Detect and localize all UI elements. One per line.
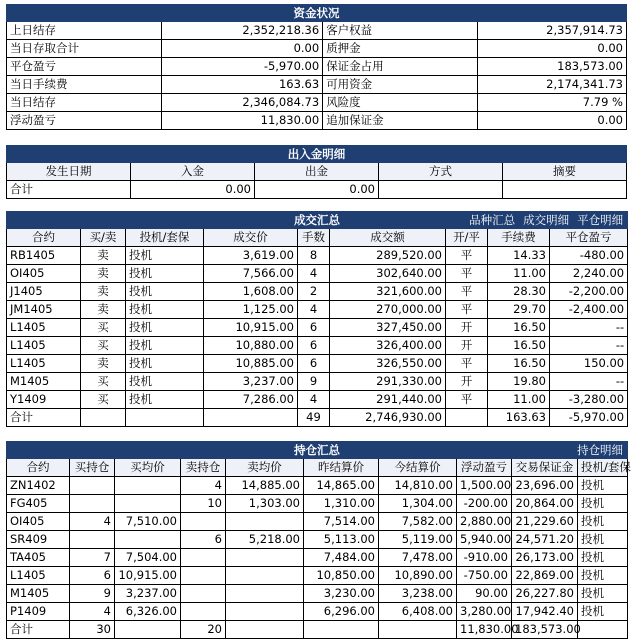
position-cell: -750.00 [457,567,512,585]
trades-column-header: 手续费 [488,229,550,247]
link-variety-summary[interactable]: 品种汇总 [469,213,516,227]
funds-section [6,4,627,130]
position-cell: 23,696.00 [512,477,578,495]
trade-row [7,283,628,301]
positions-total-cell [578,621,628,639]
trade-cell: 买 [81,319,126,337]
funds-value: 2,357,914.73 [478,22,627,40]
trade-cell: JM1405 [7,301,81,319]
trade-cell: -- [550,337,628,355]
trade-cell: 7,566.00 [204,265,298,283]
position-cell: 1,310.00 [304,495,379,513]
trades-total-cell [446,409,488,427]
trade-cell: -480.00 [550,247,628,265]
trades-column-header: 投机/套保 [126,229,204,247]
trade-cell: 19.80 [488,373,550,391]
positions-column-header: 合约 [7,459,70,477]
position-cell [181,513,226,531]
trade-cell: 29.70 [488,301,550,319]
position-cell: 6 [70,567,115,585]
position-cell [70,477,115,495]
io-total-summary [503,181,627,199]
position-cell: 3,238.00 [379,585,457,603]
position-cell: 3,280.00 [457,603,512,621]
trades-total-cell [81,409,126,427]
trade-cell: 2 [298,283,330,301]
trade-cell: 9 [298,373,330,391]
trade-cell: 开 [446,373,488,391]
trade-cell: 289,520.00 [330,247,446,265]
position-cell: 3,230.00 [304,585,379,603]
trade-cell: 10,885.00 [204,355,298,373]
funds-value: 2,346,084.73 [162,94,323,112]
position-cell: ZN1402 [7,477,70,495]
funds-row [7,40,627,58]
trade-cell: 开 [446,319,488,337]
position-cell: 投机 [578,477,628,495]
position-cell [226,585,304,603]
positions-links [569,442,623,458]
position-cell: 投机 [578,603,628,621]
position-row [7,585,628,603]
position-cell [226,513,304,531]
funds-value: 183,573.00 [478,58,627,76]
position-cell [181,567,226,585]
trade-cell: 投机 [126,265,204,283]
position-cell: 7,510.00 [115,513,181,531]
positions-total-cell: 30 [70,621,115,639]
io-header-out: 出金 [255,163,379,181]
position-cell: FG405 [7,495,70,513]
trades-column-header: 成交价 [204,229,298,247]
link-trade-detail[interactable]: 成交明细 [523,213,570,227]
positions-title-bar [7,442,628,459]
position-cell: P1409 [7,603,70,621]
link-close-detail[interactable]: 平仓明细 [577,213,624,227]
position-cell: 投机 [578,549,628,567]
position-row [7,567,628,585]
position-cell: 4 [70,513,115,531]
funds-label: 浮动盈亏 [7,112,162,130]
trade-row [7,391,628,409]
io-total-in: 0.00 [131,181,255,199]
funds-label: 可用资金 [323,76,478,94]
trade-cell: 平 [446,247,488,265]
trade-row [7,265,628,283]
position-cell: 5,119.00 [379,531,457,549]
trade-cell: 6 [298,355,330,373]
position-row [7,531,628,549]
position-cell: -910.00 [457,549,512,567]
trade-cell: 291,440.00 [330,391,446,409]
position-cell: 10 [181,495,226,513]
trades-total-row [7,409,628,427]
funds-title: 资金状况 [7,5,627,22]
funds-label: 上日结存 [7,22,162,40]
trade-cell: 卖 [81,283,126,301]
positions-total-cell [115,621,181,639]
trade-cell: 321,600.00 [330,283,446,301]
position-cell [115,495,181,513]
funds-label: 当日结存 [7,94,162,112]
trade-cell: M1405 [7,373,81,391]
io-total-out: 0.00 [255,181,379,199]
position-cell: 26,227.80 [512,585,578,603]
trades-column-header: 合约 [7,229,81,247]
trade-cell: 买 [81,391,126,409]
position-cell [70,495,115,513]
position-cell: OI405 [7,513,70,531]
position-cell: M1405 [7,585,70,603]
trade-cell: Y1409 [7,391,81,409]
trade-cell: 10,880.00 [204,337,298,355]
position-cell: 6,296.00 [304,603,379,621]
position-cell: 5,218.00 [226,531,304,549]
trade-cell: 3,619.00 [204,247,298,265]
trade-cell: L1405 [7,319,81,337]
trade-cell: 投机 [126,247,204,265]
trade-cell: 卖 [81,265,126,283]
trade-cell: 1,125.00 [204,301,298,319]
funds-value: 0.00 [162,40,323,58]
position-cell: 90.00 [457,585,512,603]
trade-cell: 7,286.00 [204,391,298,409]
position-cell: 投机 [578,531,628,549]
position-row [7,603,628,621]
positions-column-header: 昨结算价 [304,459,379,477]
trade-cell: 6 [298,337,330,355]
funds-label: 平仓盈亏 [7,58,162,76]
trade-cell: 8 [298,247,330,265]
trade-cell: 平 [446,355,488,373]
trades-title: 成交汇总 [294,213,341,227]
trade-cell: 投机 [126,391,204,409]
position-cell [226,603,304,621]
position-cell: L1405 [7,567,70,585]
trade-cell: 326,550.00 [330,355,446,373]
trade-cell: -3,280.00 [550,391,628,409]
trade-row [7,319,628,337]
trade-cell: 302,640.00 [330,265,446,283]
positions-column-header: 浮动盈亏 [457,459,512,477]
positions-column-header: 今结算价 [379,459,457,477]
trade-cell: 2,240.00 [550,265,628,283]
trades-section [6,211,627,427]
position-cell: 5,113.00 [304,531,379,549]
trade-cell: 16.50 [488,355,550,373]
position-cell: 投机 [578,585,628,603]
position-cell: 7,478.00 [379,549,457,567]
funds-value: 0.00 [478,112,627,130]
trade-cell: 10,915.00 [204,319,298,337]
trade-cell: 平 [446,391,488,409]
positions-column-header: 交易保证金 [512,459,578,477]
position-cell: 投机 [578,513,628,531]
trade-cell: 卖 [81,355,126,373]
trade-cell: 291,330.00 [330,373,446,391]
trade-cell: 投机 [126,355,204,373]
position-cell: 14,865.00 [304,477,379,495]
position-cell: -200.00 [457,495,512,513]
position-cell: 1,304.00 [379,495,457,513]
trade-cell: L1405 [7,355,81,373]
position-cell: 6,408.00 [379,603,457,621]
io-section [6,145,627,199]
trade-cell: 投机 [126,319,204,337]
trade-cell: 平 [446,301,488,319]
positions-total-cell: 20 [181,621,226,639]
position-cell: 5,940.00 [457,531,512,549]
position-cell: 21,229.60 [512,513,578,531]
trade-cell: 卖 [81,247,126,265]
trade-cell: 270,000.00 [330,301,446,319]
trade-cell: 6 [298,319,330,337]
positions-column-header: 买均价 [115,459,181,477]
trades-total-cell: 合计 [7,409,81,427]
trades-links [461,212,623,228]
positions-title: 持仓汇总 [294,443,341,457]
trades-total-cell [126,409,204,427]
trades-total-cell [204,409,298,427]
trade-cell: 平 [446,265,488,283]
funds-label: 质押金 [323,40,478,58]
position-cell [70,531,115,549]
funds-value: 0.00 [478,40,627,58]
trade-cell: 326,400.00 [330,337,446,355]
position-cell: 24,571.20 [512,531,578,549]
trade-cell: 4 [298,391,330,409]
positions-total-row [7,621,628,639]
trade-cell: 投机 [126,337,204,355]
positions-column-header: 卖均价 [226,459,304,477]
io-total-method [379,181,503,199]
funds-value: 2,352,218.36 [162,22,323,40]
funds-row [7,112,627,130]
funds-label: 保证金占用 [323,58,478,76]
io-header-in: 入金 [131,163,255,181]
positions-total-cell: 11,830.00 [457,621,512,639]
position-cell: 7,484.00 [304,549,379,567]
trades-total-cell: -5,970.00 [550,409,628,427]
trade-cell: 150.00 [550,355,628,373]
trades-title-bar [7,212,628,229]
funds-row [7,22,627,40]
positions-column-header: 买持仓 [70,459,115,477]
trade-cell: -- [550,373,628,391]
position-cell: TA405 [7,549,70,567]
trade-cell: 4 [298,301,330,319]
trade-cell: 3,237.00 [204,373,298,391]
position-cell: 7,504.00 [115,549,181,567]
position-cell: 10,915.00 [115,567,181,585]
position-cell: 14,810.00 [379,477,457,495]
trade-row [7,247,628,265]
position-cell: 投机 [578,567,628,585]
position-row [7,513,628,531]
position-cell: 14,885.00 [226,477,304,495]
position-cell: 9 [70,585,115,603]
position-cell [181,549,226,567]
position-cell: 22,869.00 [512,567,578,585]
position-cell [181,585,226,603]
trades-column-header: 买/卖 [81,229,126,247]
trades-column-header: 平仓盈亏 [550,229,628,247]
trade-cell: L1405 [7,337,81,355]
trade-cell: 4 [298,265,330,283]
trade-cell: -2,400.00 [550,301,628,319]
position-cell: 10,890.00 [379,567,457,585]
trade-cell: -- [550,319,628,337]
funds-row [7,76,627,94]
positions-section [6,441,631,639]
funds-value: 7.79 % [478,94,627,112]
trade-cell: 11.00 [488,265,550,283]
trade-cell: 16.50 [488,337,550,355]
io-total-label: 合计 [7,181,131,199]
position-row [7,549,628,567]
position-cell: 7 [70,549,115,567]
io-header-method: 方式 [379,163,503,181]
funds-row [7,94,627,112]
funds-value: 11,830.00 [162,112,323,130]
trade-row [7,337,628,355]
trade-cell: 327,450.00 [330,319,446,337]
trades-total-cell: 163.63 [488,409,550,427]
funds-row [7,58,627,76]
funds-label: 追加保证金 [323,112,478,130]
funds-label: 客户权益 [323,22,478,40]
trade-cell: 买 [81,337,126,355]
position-row [7,477,628,495]
position-cell: 1,303.00 [226,495,304,513]
position-cell: 7,582.00 [379,513,457,531]
trades-column-header: 成交额 [330,229,446,247]
position-cell: 10,850.00 [304,567,379,585]
trade-cell: 投机 [126,373,204,391]
trades-column-header: 手数 [298,229,330,247]
link-position-detail[interactable]: 持仓明细 [577,443,624,457]
trade-cell: RB1405 [7,247,81,265]
position-cell [181,603,226,621]
trade-row [7,373,628,391]
trade-cell: -2,200.00 [550,283,628,301]
position-cell: 7,514.00 [304,513,379,531]
position-cell: 投机 [578,495,628,513]
trade-cell: 平 [446,283,488,301]
trade-cell: 投机 [126,283,204,301]
funds-label: 当日存取合计 [7,40,162,58]
position-cell [226,567,304,585]
trade-cell: 卖 [81,301,126,319]
io-title: 出入金明细 [7,146,627,163]
funds-value: 163.63 [162,76,323,94]
trades-column-header: 开/平 [446,229,488,247]
trade-cell: 1,608.00 [204,283,298,301]
position-cell: SR409 [7,531,70,549]
trade-cell: J1405 [7,283,81,301]
position-cell [226,549,304,567]
positions-total-cell: 183,573.00 [512,621,578,639]
position-cell [115,531,181,549]
positions-total-cell [379,621,457,639]
position-cell: 17,942.40 [512,603,578,621]
io-header-date: 发生日期 [7,163,131,181]
position-cell: 26,173.00 [512,549,578,567]
funds-value: -5,970.00 [162,58,323,76]
position-cell: 2,880.00 [457,513,512,531]
position-cell [115,477,181,495]
positions-total-cell [226,621,304,639]
trade-cell: OI405 [7,265,81,283]
positions-column-header: 卖持仓 [181,459,226,477]
positions-total-cell: 合计 [7,621,70,639]
funds-label: 当日手续费 [7,76,162,94]
funds-value: 2,174,341.73 [478,76,627,94]
trades-total-cell: 49 [298,409,330,427]
position-cell: 20,864.00 [512,495,578,513]
positions-column-header: 投机/套保 [578,459,628,477]
position-cell: 4 [70,603,115,621]
position-cell: 6,326.00 [115,603,181,621]
io-header-summary: 摘要 [503,163,627,181]
position-cell: 3,237.00 [115,585,181,603]
trade-cell: 14.33 [488,247,550,265]
positions-total-cell [304,621,379,639]
position-cell: 4 [181,477,226,495]
trades-total-cell: 2,746,930.00 [330,409,446,427]
funds-label: 风险度 [323,94,478,112]
trade-row [7,355,628,373]
position-cell: 1,500.00 [457,477,512,495]
position-cell: 6 [181,531,226,549]
trade-cell: 11.00 [488,391,550,409]
trade-cell: 28.30 [488,283,550,301]
position-row [7,495,628,513]
trade-cell: 买 [81,373,126,391]
trade-cell: 16.50 [488,319,550,337]
trade-row [7,301,628,319]
trade-cell: 投机 [126,301,204,319]
trade-cell: 开 [446,337,488,355]
